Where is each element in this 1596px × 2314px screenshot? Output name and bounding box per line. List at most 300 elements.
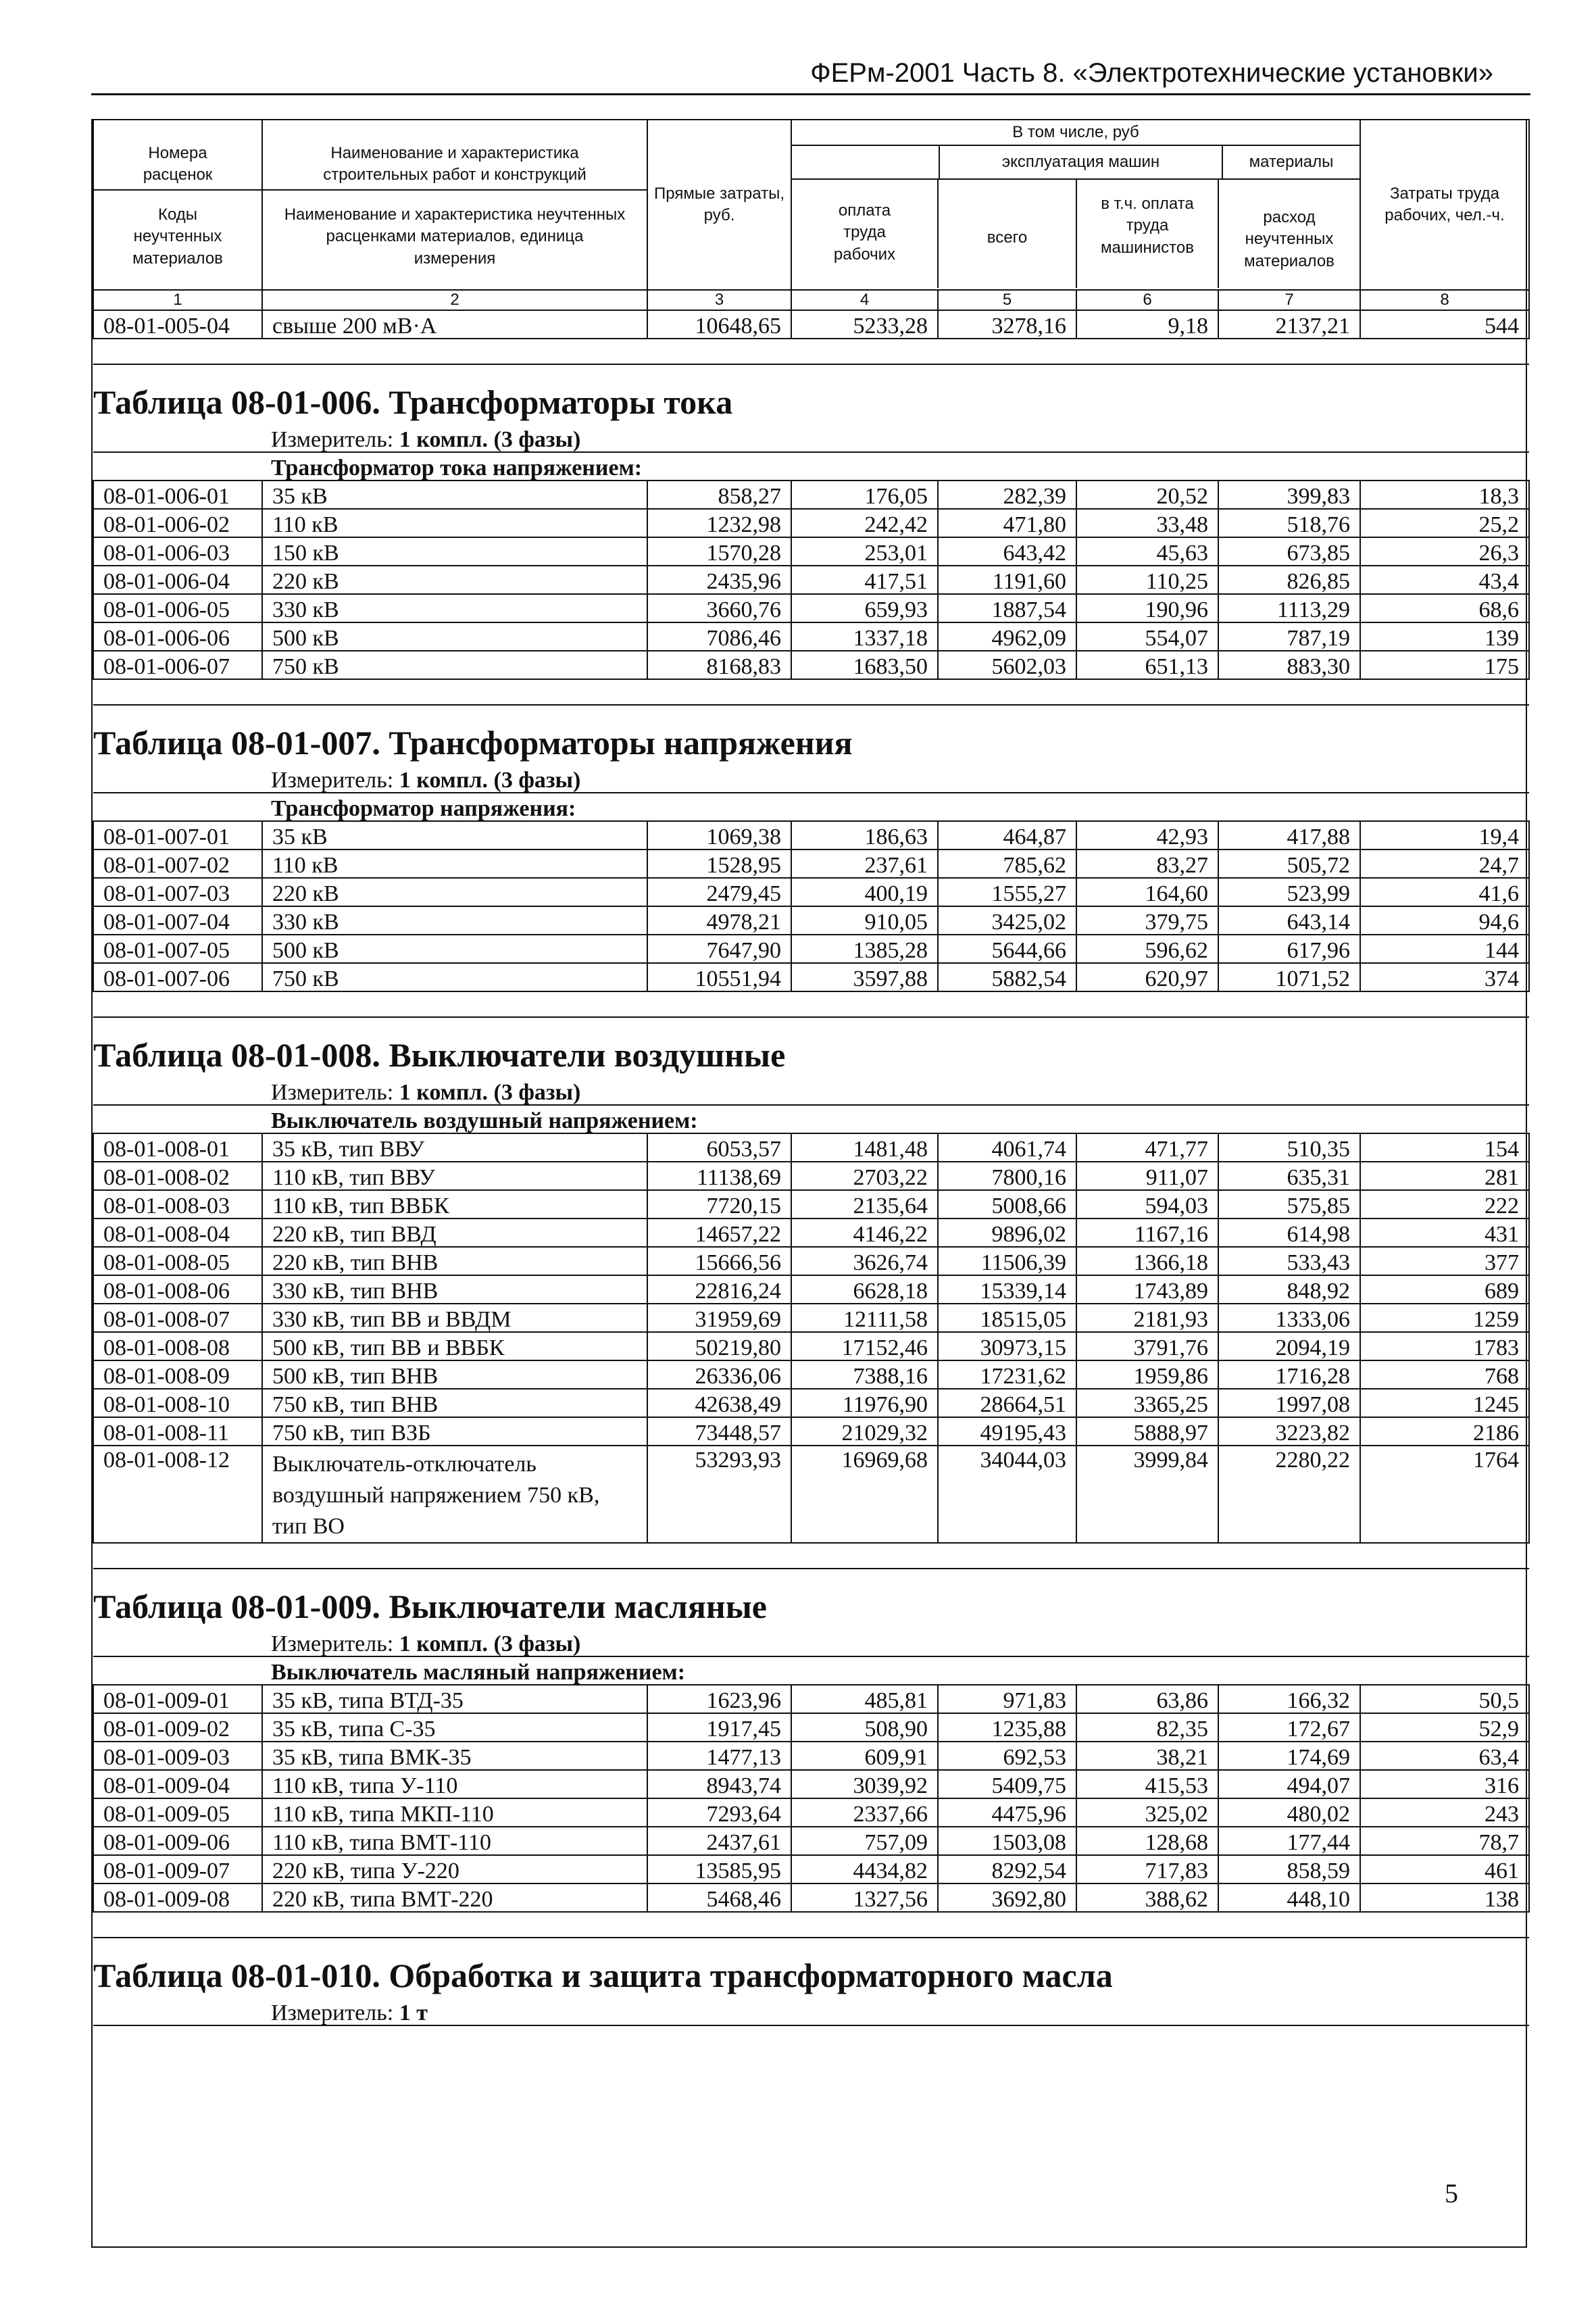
- operators-wages: 42,93: [1076, 821, 1218, 850]
- rate-name: 220 кВ, тип ВВД: [262, 1218, 647, 1247]
- materials: 1071,52: [1218, 963, 1360, 991]
- machines-total: 15339,14: [938, 1275, 1076, 1304]
- labor-costs: 243: [1360, 1798, 1529, 1827]
- labor-costs: 374: [1360, 963, 1529, 991]
- col-header-group: [791, 120, 1360, 290]
- materials: 635,31: [1218, 1162, 1360, 1190]
- table-row: [93, 566, 1529, 594]
- section-subtitle: Выключатель воздушный напряжением:: [93, 1105, 1529, 1133]
- labor-costs: 377: [1360, 1247, 1529, 1275]
- machines-total: 5008,66: [938, 1190, 1076, 1218]
- machines-total: 18515,05: [938, 1304, 1076, 1332]
- workers-wages: 3626,74: [791, 1247, 938, 1275]
- machines-total: 282,39: [938, 481, 1076, 509]
- labor-costs: 1245: [1360, 1389, 1529, 1417]
- operators-wages: 2181,93: [1076, 1304, 1218, 1332]
- unit-value: 1 компл. (3 фазы): [399, 1631, 581, 1656]
- spacer-cell: [93, 991, 1529, 1017]
- unit-row: [93, 1992, 1529, 2025]
- table-title-row: [93, 705, 1529, 760]
- materials: 174,69: [1218, 1742, 1360, 1770]
- direct-costs: 1528,95: [647, 850, 791, 878]
- rate-code: 08-01-008-12: [93, 1446, 262, 1543]
- direct-costs: 6053,57: [647, 1133, 791, 1162]
- rate-name: 35 кВ, типа ВТД-35: [262, 1685, 647, 1713]
- workers-wages: 3039,92: [791, 1770, 938, 1798]
- materials: 643,14: [1218, 906, 1360, 935]
- machines-total: 5644,66: [938, 935, 1076, 963]
- labor-costs: 68,6: [1360, 594, 1529, 622]
- table-row: [93, 1685, 1529, 1713]
- machines-total: 1503,08: [938, 1827, 1076, 1855]
- rate-name: 220 кВ, типа ВМТ-220: [262, 1884, 647, 1912]
- col-header-direct-costs: Прямые затраты, руб.: [647, 120, 791, 290]
- table-row: [93, 1360, 1529, 1389]
- workers-wages: 176,05: [791, 481, 938, 509]
- rate-code: 08-01-008-09: [93, 1360, 262, 1389]
- column-numbers-row: [93, 290, 1529, 310]
- unit-row: [93, 419, 1529, 452]
- section-spacer: [93, 339, 1529, 364]
- col-header-machines-total: всего: [939, 180, 1077, 288]
- workers-wages: 1385,28: [791, 935, 938, 963]
- direct-costs: 42638,49: [647, 1389, 791, 1417]
- rate-name: 110 кВ, типа ВМТ-110: [262, 1827, 647, 1855]
- table-row: [93, 963, 1529, 991]
- operators-wages: 325,02: [1076, 1798, 1218, 1827]
- rate-name: 220 кВ: [262, 566, 647, 594]
- unit-value: 1 компл. (3 фазы): [399, 1080, 581, 1105]
- col-header-wages: оплата труда рабочих: [792, 180, 939, 288]
- table-title: Таблица 08-01-008. Выключатели воздушные: [93, 1017, 1529, 1072]
- rate-code: 08-01-006-05: [93, 594, 262, 622]
- direct-costs: 11138,69: [647, 1162, 791, 1190]
- machines-total: 5602,03: [938, 651, 1076, 679]
- operators-wages: 554,07: [1076, 622, 1218, 651]
- unit-label: Измеритель:: [271, 2000, 394, 2025]
- operators-wages: 596,62: [1076, 935, 1218, 963]
- rate-code: 08-01-008-04: [93, 1218, 262, 1247]
- machines-total: 49195,43: [938, 1417, 1076, 1446]
- materials: 575,85: [1218, 1190, 1360, 1218]
- table-title-row: [93, 1938, 1529, 1992]
- spacer-cell: [93, 679, 1529, 705]
- labor-costs: 144: [1360, 935, 1529, 963]
- unit-cell: [93, 1072, 1529, 1105]
- labor-costs: 689: [1360, 1275, 1529, 1304]
- workers-wages: 1337,18: [791, 622, 938, 651]
- labor-costs: 43,4: [1360, 566, 1529, 594]
- labor-costs: 281: [1360, 1162, 1529, 1190]
- labor-costs: 94,6: [1360, 906, 1529, 935]
- workers-wages: 485,81: [791, 1685, 938, 1713]
- workers-wages: 609,91: [791, 1742, 938, 1770]
- direct-costs: 5468,46: [647, 1884, 791, 1912]
- unit-row: [93, 760, 1529, 793]
- rate-code: 08-01-009-07: [93, 1855, 262, 1884]
- materials: 2137,21: [1218, 310, 1360, 339]
- rate-name: 330 кВ, тип ВВ и ВВДМ: [262, 1304, 647, 1332]
- rate-name: 330 кВ, тип ВНВ: [262, 1275, 647, 1304]
- labor-costs: 768: [1360, 1360, 1529, 1389]
- direct-costs: 1917,45: [647, 1713, 791, 1742]
- subtitle-row: [93, 793, 1529, 821]
- labor-costs: 175: [1360, 651, 1529, 679]
- rate-name: 110 кВ, тип ВВУ: [262, 1162, 647, 1190]
- price-table-body: [93, 120, 1529, 2025]
- rate-name: свыше 200 мВ·А: [262, 310, 647, 339]
- machines-total: 3278,16: [938, 310, 1076, 339]
- unit-label: Измеритель:: [271, 1080, 394, 1105]
- operators-wages: 190,96: [1076, 594, 1218, 622]
- workers-wages: 1683,50: [791, 651, 938, 679]
- rate-name: 750 кВ, тип ВНВ: [262, 1389, 647, 1417]
- rate-name: Выключатель-отключатель воздушный напряжением 750 кВ, тип ВО: [262, 1446, 647, 1543]
- materials: 518,76: [1218, 509, 1360, 537]
- machines-total: 785,62: [938, 850, 1076, 878]
- table-title-row: [93, 1569, 1529, 1623]
- col-header-materials: материалы: [1249, 153, 1334, 171]
- operators-wages: 717,83: [1076, 1855, 1218, 1884]
- direct-costs: 1232,98: [647, 509, 791, 537]
- labor-costs: 63,4: [1360, 1742, 1529, 1770]
- direct-costs: 50219,80: [647, 1332, 791, 1360]
- header-rule: [91, 93, 1530, 95]
- rate-code: 08-01-006-02: [93, 509, 262, 537]
- materials: 494,07: [1218, 1770, 1360, 1798]
- direct-costs: 1069,38: [647, 821, 791, 850]
- column-number: 3: [647, 290, 791, 310]
- table-row: [93, 1446, 1529, 1543]
- table-title: Таблица 08-01-006. Трансформаторы тока: [93, 364, 1529, 419]
- rate-name: 500 кВ: [262, 935, 647, 963]
- workers-wages: 253,01: [791, 537, 938, 566]
- rate-code: 08-01-007-02: [93, 850, 262, 878]
- workers-wages: 17152,46: [791, 1332, 938, 1360]
- workers-wages: 910,05: [791, 906, 938, 935]
- spacer-cell: [93, 339, 1529, 364]
- subtitle-row: [93, 452, 1529, 481]
- rate-name: 500 кВ: [262, 622, 647, 651]
- rate-code: 08-01-009-08: [93, 1884, 262, 1912]
- page-frame: [91, 119, 1527, 2248]
- rate-name: 110 кВ: [262, 850, 647, 878]
- direct-costs: 31959,69: [647, 1304, 791, 1332]
- table-row: [93, 1770, 1529, 1798]
- labor-costs: 431: [1360, 1218, 1529, 1247]
- subtitle-row: [93, 1105, 1529, 1133]
- operators-wages: 128,68: [1076, 1827, 1218, 1855]
- rate-name: 750 кВ: [262, 963, 647, 991]
- rate-name: 330 кВ: [262, 906, 647, 935]
- direct-costs: 7293,64: [647, 1798, 791, 1827]
- labor-costs: 19,4: [1360, 821, 1529, 850]
- workers-wages: 4434,82: [791, 1855, 938, 1884]
- col-header-codes-bottom: Коды неучтенных материалов: [132, 205, 223, 268]
- direct-costs: 8943,74: [647, 1770, 791, 1798]
- table-row: [93, 935, 1529, 963]
- unit-label: Измеритель:: [271, 1631, 394, 1656]
- machines-total: 8292,54: [938, 1855, 1076, 1884]
- labor-costs: 138: [1360, 1884, 1529, 1912]
- table-row: [93, 622, 1529, 651]
- col-header-codes-top: Номера расценок: [94, 140, 261, 191]
- workers-wages: 400,19: [791, 878, 938, 906]
- direct-costs: 15666,56: [647, 1247, 791, 1275]
- rate-code: 08-01-008-06: [93, 1275, 262, 1304]
- rate-name: 35 кВ, тип ВВУ: [262, 1133, 647, 1162]
- operators-wages: 651,13: [1076, 651, 1218, 679]
- unit-row: [93, 1623, 1529, 1656]
- workers-wages: 3597,88: [791, 963, 938, 991]
- rate-code: 08-01-009-05: [93, 1798, 262, 1827]
- rate-code: 08-01-006-06: [93, 622, 262, 651]
- rate-code: 08-01-009-04: [93, 1770, 262, 1798]
- labor-costs: 1259: [1360, 1304, 1529, 1332]
- labor-costs: 1783: [1360, 1332, 1529, 1360]
- materials: 617,96: [1218, 935, 1360, 963]
- rate-code: 08-01-009-03: [93, 1742, 262, 1770]
- table-title-row: [93, 364, 1529, 419]
- section-spacer: [93, 991, 1529, 1017]
- table-row: [93, 1275, 1529, 1304]
- operators-wages: 110,25: [1076, 566, 1218, 594]
- spacer-cell: [93, 1912, 1529, 1938]
- operators-wages: 45,63: [1076, 537, 1218, 566]
- materials: 417,88: [1218, 821, 1360, 850]
- workers-wages: 508,90: [791, 1713, 938, 1742]
- materials: 883,30: [1218, 651, 1360, 679]
- table-row: [93, 1827, 1529, 1855]
- operators-wages: 38,21: [1076, 1742, 1218, 1770]
- unit-cell: [93, 419, 1529, 452]
- workers-wages: 2135,64: [791, 1190, 938, 1218]
- operators-wages: 33,48: [1076, 509, 1218, 537]
- table-title-row: [93, 1017, 1529, 1072]
- materials: 2094,19: [1218, 1332, 1360, 1360]
- table-row: [93, 481, 1529, 509]
- machines-total: 1191,60: [938, 566, 1076, 594]
- rate-code: 08-01-008-05: [93, 1247, 262, 1275]
- rate-code: 08-01-007-04: [93, 906, 262, 935]
- materials: 399,83: [1218, 481, 1360, 509]
- rate-code: 08-01-006-01: [93, 481, 262, 509]
- table-row: [93, 1332, 1529, 1360]
- table-row: [93, 1162, 1529, 1190]
- materials: 1113,29: [1218, 594, 1360, 622]
- machines-total: 471,80: [938, 509, 1076, 537]
- materials: 480,02: [1218, 1798, 1360, 1827]
- direct-costs: 8168,83: [647, 651, 791, 679]
- table-row: [93, 1798, 1529, 1827]
- table-row: [93, 1713, 1529, 1742]
- col-header-name-top: Наименование и характеристика строительных работ и конструкций: [263, 140, 647, 191]
- table-row: [93, 509, 1529, 537]
- col-header-labor: Затраты труда рабочих, чел.-ч.: [1360, 120, 1529, 290]
- rate-code: 08-01-008-01: [93, 1133, 262, 1162]
- workers-wages: 237,61: [791, 850, 938, 878]
- section-spacer: [93, 679, 1529, 705]
- labor-costs: 26,3: [1360, 537, 1529, 566]
- operators-wages: 164,60: [1076, 878, 1218, 906]
- direct-costs: 73448,57: [647, 1417, 791, 1446]
- machines-total: 4962,09: [938, 622, 1076, 651]
- materials: 1997,08: [1218, 1389, 1360, 1417]
- operators-wages: 415,53: [1076, 1770, 1218, 1798]
- workers-wages: 242,42: [791, 509, 938, 537]
- labor-costs: 222: [1360, 1190, 1529, 1218]
- page-number: 5: [1445, 2178, 1458, 2209]
- unit-cell: [93, 1623, 1529, 1656]
- rate-code: 08-01-006-03: [93, 537, 262, 566]
- rate-name: 750 кВ: [262, 651, 647, 679]
- materials: 614,98: [1218, 1218, 1360, 1247]
- rate-code: 08-01-009-01: [93, 1685, 262, 1713]
- workers-wages: 757,09: [791, 1827, 938, 1855]
- direct-costs: 3660,76: [647, 594, 791, 622]
- table-row: [93, 1190, 1529, 1218]
- direct-costs: 1477,13: [647, 1742, 791, 1770]
- rate-code: 08-01-008-11: [93, 1417, 262, 1446]
- workers-wages: 659,93: [791, 594, 938, 622]
- unit-label: Измеритель:: [271, 427, 394, 452]
- operators-wages: 471,77: [1076, 1133, 1218, 1162]
- materials: 533,43: [1218, 1247, 1360, 1275]
- table-row: [93, 310, 1529, 339]
- materials: 448,10: [1218, 1884, 1360, 1912]
- labor-costs: 41,6: [1360, 878, 1529, 906]
- table-row: [93, 651, 1529, 679]
- table-row: [93, 594, 1529, 622]
- rate-code: 08-01-006-04: [93, 566, 262, 594]
- col-header-group-title: В том числе, руб: [792, 122, 1360, 146]
- rate-name: 110 кВ: [262, 509, 647, 537]
- rate-code: 08-01-009-06: [93, 1827, 262, 1855]
- labor-costs: 461: [1360, 1855, 1529, 1884]
- machines-total: 3692,80: [938, 1884, 1076, 1912]
- machines-total: 1887,54: [938, 594, 1076, 622]
- labor-costs: 139: [1360, 622, 1529, 651]
- workers-wages: 16969,68: [791, 1446, 938, 1543]
- workers-wages: 6628,18: [791, 1275, 938, 1304]
- materials: 510,35: [1218, 1133, 1360, 1162]
- materials: 3223,82: [1218, 1417, 1360, 1446]
- column-number: 8: [1360, 290, 1529, 310]
- table-row: [93, 906, 1529, 935]
- table-row: [93, 1417, 1529, 1446]
- labor-costs: 316: [1360, 1770, 1529, 1798]
- rate-name: 110 кВ, типа МКП-110: [262, 1798, 647, 1827]
- workers-wages: 11976,90: [791, 1389, 938, 1417]
- direct-costs: 2435,96: [647, 566, 791, 594]
- rate-code: 08-01-008-10: [93, 1389, 262, 1417]
- direct-costs: 26336,06: [647, 1360, 791, 1389]
- direct-costs: 2479,45: [647, 878, 791, 906]
- direct-costs: 7086,46: [647, 622, 791, 651]
- operators-wages: 20,52: [1076, 481, 1218, 509]
- spacer-cell: [93, 1543, 1529, 1569]
- direct-costs: 10551,94: [647, 963, 791, 991]
- workers-wages: 417,51: [791, 566, 938, 594]
- subtitle-row: [93, 1656, 1529, 1685]
- workers-wages: 1327,56: [791, 1884, 938, 1912]
- col-header-name-bottom: Наименование и характеристика неучтенных расценками материалов, единица измерения: [284, 205, 626, 268]
- rate-name: 220 кВ, типа У-220: [262, 1855, 647, 1884]
- rate-code: 08-01-006-07: [93, 651, 262, 679]
- materials: 177,44: [1218, 1827, 1360, 1855]
- unit-cell: [93, 760, 1529, 793]
- rate-code: 08-01-005-04: [93, 310, 262, 339]
- workers-wages: 4146,22: [791, 1218, 938, 1247]
- workers-wages: 2703,22: [791, 1162, 938, 1190]
- operators-wages: 5888,97: [1076, 1417, 1218, 1446]
- materials: 848,92: [1218, 1275, 1360, 1304]
- materials: 166,32: [1218, 1685, 1360, 1713]
- column-number: 4: [791, 290, 938, 310]
- direct-costs: 1623,96: [647, 1685, 791, 1713]
- machines-total: 5882,54: [938, 963, 1076, 991]
- table-row: [93, 1855, 1529, 1884]
- rate-code: 08-01-007-06: [93, 963, 262, 991]
- unit-label: Измеритель:: [271, 768, 394, 793]
- machines-total: 1235,88: [938, 1713, 1076, 1742]
- rate-name: 750 кВ, тип ВЗБ: [262, 1417, 647, 1446]
- materials: 826,85: [1218, 566, 1360, 594]
- rate-name: 35 кВ: [262, 821, 647, 850]
- section-spacer: [93, 1543, 1529, 1569]
- machines-total: 7800,16: [938, 1162, 1076, 1190]
- machines-total: 4475,96: [938, 1798, 1076, 1827]
- machines-total: 643,42: [938, 537, 1076, 566]
- table-row: [93, 1133, 1529, 1162]
- labor-costs: 25,2: [1360, 509, 1529, 537]
- labor-costs: 2186: [1360, 1417, 1529, 1446]
- labor-costs: 50,5: [1360, 1685, 1529, 1713]
- operators-wages: 594,03: [1076, 1190, 1218, 1218]
- col-header-operators-wages: в т.ч. оплата труда машинистов: [1077, 180, 1219, 288]
- column-number: 1: [93, 290, 262, 310]
- rate-name: 110 кВ, тип ВВБК: [262, 1190, 647, 1218]
- direct-costs: 4978,21: [647, 906, 791, 935]
- col-header-machines: эксплуатация машин: [940, 146, 1223, 178]
- operators-wages: 3999,84: [1076, 1446, 1218, 1543]
- rate-name: 35 кВ, типа ВМК-35: [262, 1742, 647, 1770]
- labor-costs: 1764: [1360, 1446, 1529, 1543]
- section-subtitle: Трансформатор тока напряжением:: [93, 452, 1529, 481]
- materials: 673,85: [1218, 537, 1360, 566]
- labor-costs: 544: [1360, 310, 1529, 339]
- operators-wages: 1167,16: [1076, 1218, 1218, 1247]
- unit-value: 1 компл. (3 фазы): [399, 768, 581, 793]
- table-row: [93, 1218, 1529, 1247]
- rate-name: 35 кВ: [262, 481, 647, 509]
- unit-row: [93, 1072, 1529, 1105]
- rate-name: 220 кВ, тип ВНВ: [262, 1247, 647, 1275]
- column-number: 7: [1218, 290, 1360, 310]
- col-header-unaccounted-materials: расход неучтенных материалов: [1244, 208, 1335, 270]
- machines-total: 28664,51: [938, 1389, 1076, 1417]
- materials: 1716,28: [1218, 1360, 1360, 1389]
- operators-wages: 620,97: [1076, 963, 1218, 991]
- section-subtitle: Трансформатор напряжения:: [93, 793, 1529, 821]
- materials: 172,67: [1218, 1713, 1360, 1742]
- materials: 858,59: [1218, 1855, 1360, 1884]
- operators-wages: 911,07: [1076, 1162, 1218, 1190]
- direct-costs: 22816,24: [647, 1275, 791, 1304]
- machines-total: 34044,03: [938, 1446, 1076, 1543]
- operators-wages: 388,62: [1076, 1884, 1218, 1912]
- rate-code: 08-01-007-05: [93, 935, 262, 963]
